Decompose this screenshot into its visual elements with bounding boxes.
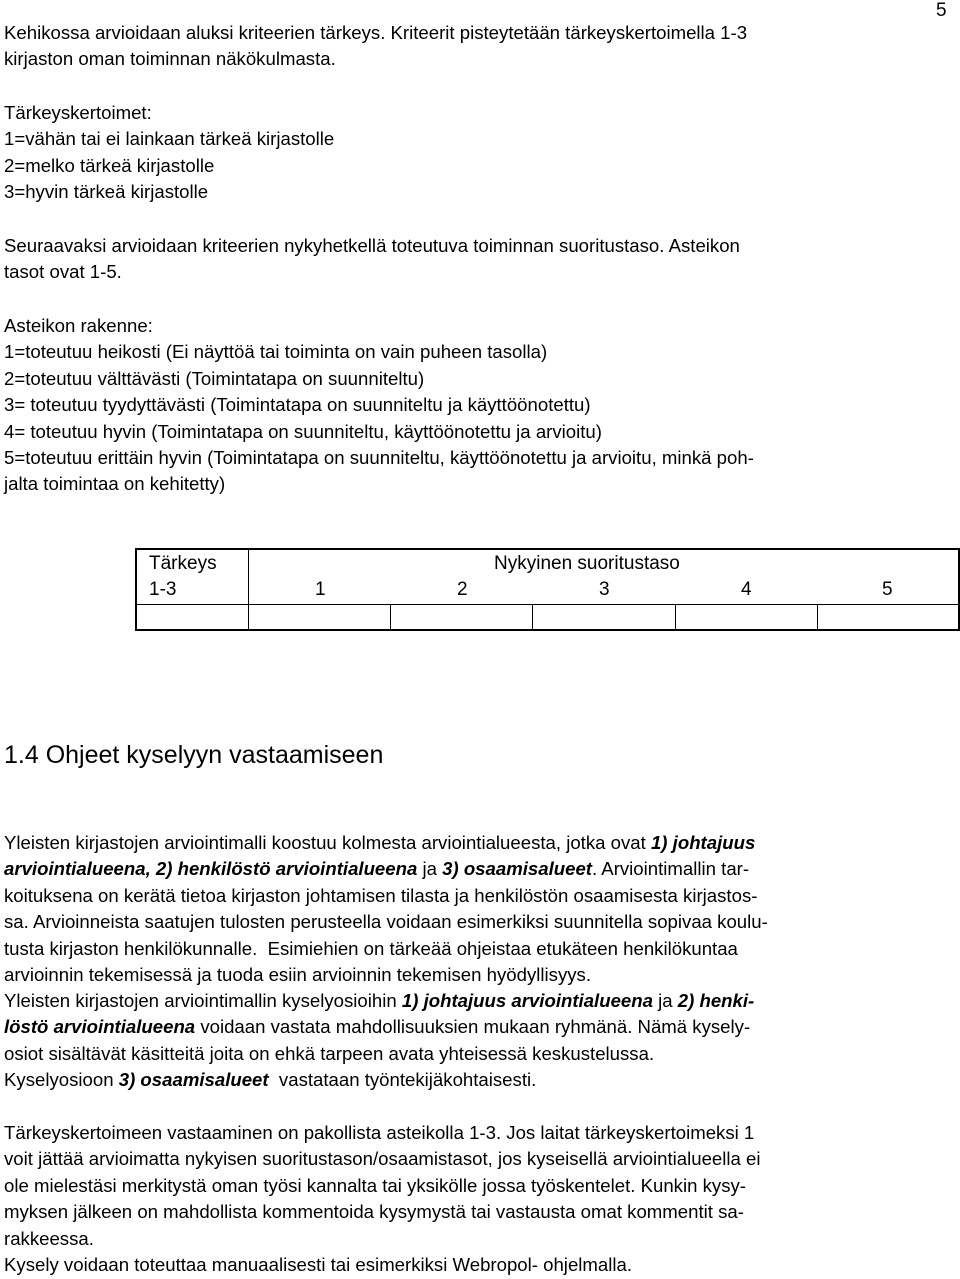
text-line: myksen jälkeen on mahdollista kommentoida kysymystä tai vastausta omat kommentit sa- [4,1201,744,1223]
text-run: Yleisten kirjastojen arviointimalli koostuu kolmesta arviointialueesta, jotka ovat [4,832,651,853]
section-heading: 1.4 Ohjeet kyselyyn vastaamiseen [4,741,384,769]
rating-table [135,548,960,631]
importance-header: Tärkeys [149,553,217,574]
text-line: Tärkeyskertoimeen vastaaminen on pakollista asteikolla 1-3. Jos laitat tärkeyskertoimeksi 1 [4,1122,755,1143]
scale-item: 3= toteutuu tyydyttävästi (Toimintatapa on suunniteltu ja käyttöönotettu) [4,394,591,416]
text-line: voit jättää arvioimatta nykyisen suoritustason/osaamistasot, jos kyseisellä arviointialueella ei [4,1148,761,1170]
text-line: koituksena on kerätä tietoa kirjaston johtamisen tilasta ja henkilöstön osaamisesta kirjastos- [4,884,758,906]
instructions-paragraph-3 [4,1120,761,1278]
text-run: ja [417,858,443,880]
table-column-divider [248,550,249,629]
text-line: Kysely voidaan toteuttaa manuaalisesti tai esimerkiksi Webropol- ohjelmalla. [4,1254,633,1276]
instructions-paragraph-1 [4,830,768,988]
scale-item: 5=toteutuu erittäin hyvin (Toimintatapa on suunniteltu, käyttöönotettu ja arvioitu, minkä poh- [4,447,754,469]
performance-header: Nykyinen suoritustaso [494,553,680,574]
text-line [4,988,754,1014]
scale-item: 4= toteutuu hyvin (Toimintatapa on suunniteltu, käyttöönotettu ja arvioitu) [4,420,602,442]
instructions-paragraph-2 [4,988,754,1094]
text-run: Yleisten kirjastojen arviointimallin kyselyosioihin [4,990,402,1011]
scale-item: 2=toteutuu välttävästi (Toimintatapa on suunniteltu) [4,367,425,389]
text-line: osiot sisältävät käsitteitä joita on ehkä tarpeen avata yhteisessä keskustelussa. [4,1042,655,1064]
level-label: 2 [457,579,468,600]
table-column-divider [532,604,533,629]
text-run: voidaan vastata mahdollisuuksien mukaan ryhmänä. Nämä kysely- [195,1016,751,1038]
text-line: sa. Arvioinneista saatujen tulosten perusteella voidaan esimerkiksi suunnitella sopivaa koulu- [4,911,768,933]
text-line: ole mielestäsi merkitystä oman työsi kannalta tai yksikölle jossa työskentelet. Kunkin kysy- [4,1174,746,1196]
level-label: 3 [599,579,610,600]
importance-item: 2=melko tärkeä kirjastolle [4,154,215,176]
text-line: Seuraavaksi arvioidaan kriteerien nykyhetkellä toteutuva toiminnan suoritustaso. Asteikon [4,235,740,256]
text-line: rakkeessa. [4,1227,94,1249]
text-line [4,1067,754,1093]
text-line: tasot ovat 1-5. [4,261,122,283]
emphasis-run: 3) osaamisalueet [442,858,592,880]
scale-item: jalta toimintaa on kehitetty) [4,473,226,495]
emphasis-run: 1) johtajuus [650,832,756,853]
intro-paragraph [4,20,747,73]
importance-item: 1=vähän tai ei lainkaan tärkeä kirjastolle [4,128,335,150]
text-run: . Arviointimallin tar- [591,858,750,880]
emphasis-run: 2) henki- [677,990,755,1011]
text-run: Kyselyosioon [4,1069,119,1091]
scale-item: 1=toteutuu heikosti (Ei näyttöä tai toiminta on vain puheen tasolla) [4,341,548,363]
text-run: vastataan työntekijäkohtaisesti. [268,1069,537,1091]
emphasis-run: löstö arviointialueena [4,1016,196,1038]
text-line: kirjaston oman toiminnan näkökulmasta. [4,48,336,70]
emphasis-run: arviointialueena, 2) henkilöstö arviointialueena [4,858,418,880]
level-label: 1 [315,579,326,600]
text-line [4,830,768,856]
page-number: 5 [936,0,947,21]
text-run: ja [652,990,678,1011]
emphasis-run: 1) johtajuus arviointialueena [401,990,653,1011]
scale-list [4,313,754,498]
text-line [4,856,768,882]
text-line: tusta kirjaston henkilökunnalle. Esimiehien on tärkeää ohjeistaa etukäteen henkilökuntaa [4,937,738,959]
emphasis-run: 3) osaamisalueet [118,1069,269,1091]
importance-list [4,100,334,206]
importance-item: 3=hyvin tärkeä kirjastolle [4,181,209,203]
table-column-divider [675,604,676,629]
table-row-divider [137,604,958,605]
level-label: 4 [741,579,752,600]
performance-intro-paragraph [4,233,740,286]
importance-range: 1-3 [149,579,177,600]
table-column-divider [390,604,391,629]
scale-heading: Asteikon rakenne: [4,315,153,336]
table-column-divider [817,604,818,629]
text-line: Kehikossa arvioidaan aluksi kriteerien tärkeys. Kriteerit pisteytetään tärkeyskertoimella 1-3 [4,22,748,43]
importance-heading: Tärkeyskertoimet: [4,102,152,123]
text-line [4,1014,754,1040]
text-line: arvioinnin tekemisessä ja tuoda esiin arvioinnin tekemisen hyödyllisyys. [4,964,592,986]
level-label: 5 [882,579,893,600]
